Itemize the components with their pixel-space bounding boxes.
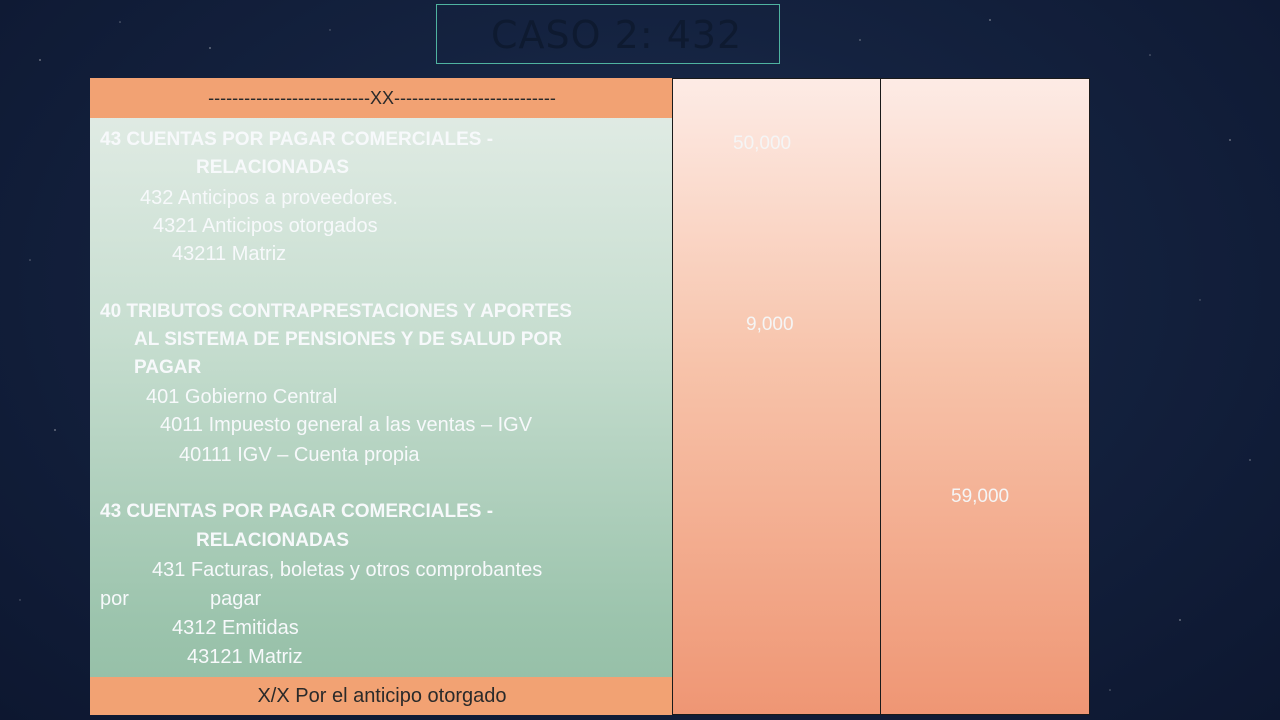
entry-line: 4321 Anticipos otorgados (153, 215, 378, 237)
account-description-panel (90, 78, 674, 715)
entry-line: 43 CUENTAS POR PAGAR COMERCIALES - (100, 129, 494, 150)
entry-line: 401 Gobierno Central (146, 386, 338, 408)
slide-title: CASO 2: 432 (491, 13, 743, 57)
entry-line: 431 Facturas, boletas y otros comprobantes (152, 559, 543, 581)
entry-line: AL SISTEMA DE PENSIONES Y DE SALUD POR (134, 329, 562, 350)
debit-column (672, 78, 881, 715)
entry-line: 432 Anticipos a proveedores. (140, 187, 398, 209)
entry-line: 40111 IGV – Cuenta propia (179, 444, 420, 466)
entry-line: PAGAR (134, 357, 202, 378)
entry-line: 4312 Emitidas (172, 617, 299, 639)
entry-line: pagar (210, 588, 262, 610)
credit-amount: 59,000 (951, 486, 1010, 507)
entry-line: 43211 Matriz (172, 243, 287, 265)
entry-line: 40 TRIBUTOS CONTRAPRESTACIONES Y APORTES (100, 301, 572, 322)
title-box (436, 4, 780, 64)
credit-column (880, 78, 1090, 715)
debit-amount: 9,000 (746, 314, 794, 335)
entry-line: 4011 Impuesto general a las ventas – IGV (160, 414, 533, 436)
entry-line: por (100, 588, 129, 610)
entry-line: RELACIONADAS (196, 530, 350, 551)
entry-line: 43121 Matriz (187, 646, 303, 668)
entry-line: RELACIONADAS (196, 157, 350, 178)
entry-gloss: X/X Por el anticipo otorgado (90, 677, 674, 715)
debit-amount: 50,000 (733, 133, 792, 154)
entry-header: ---------------------------XX--------------------------- (90, 78, 674, 118)
entry-line: 43 CUENTAS POR PAGAR COMERCIALES - (100, 501, 494, 522)
